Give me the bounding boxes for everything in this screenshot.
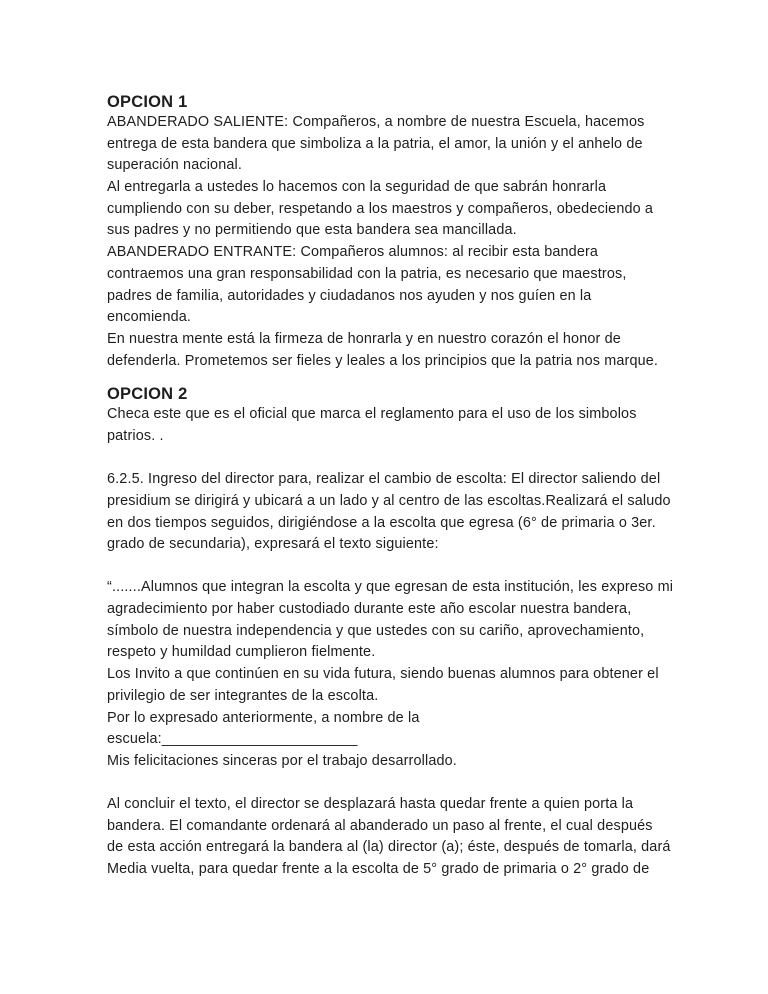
text-line: padres de familia, autoridades y ciudadanos nos ayuden y nos guíen en la	[107, 287, 592, 304]
text-line: defenderla. Prometemos ser fieles y leales a los principios que la patria nos marque.	[107, 352, 659, 369]
text-line: Mis felicitaciones sinceras por el trabajo desarrollado.	[107, 752, 457, 769]
text-line: de esta acción entregará la bandera al (la) director (a); éste, después de tomarla, dará	[107, 839, 671, 856]
option-1-heading: OPCION 1	[107, 93, 188, 111]
option-1-text	[107, 112, 667, 372]
document-body	[107, 92, 674, 881]
text-line: superación nacional.	[107, 157, 243, 174]
text-line: cumpliendo con su deber, respetando a los maestros y compañeros, obedeciendo a	[107, 200, 654, 217]
text-line: símbolo de nuestra independencia y que ustedes con su cariño, aprovechamiento,	[107, 622, 645, 639]
director-speech	[107, 577, 674, 772]
text-line: grado de secundaria), expresará el texto siguiente:	[107, 536, 439, 553]
text-line: agradecimiento por haber custodiado durante este año escolar nuestra bandera,	[107, 601, 632, 618]
school-name-blank: escuela:________________________	[107, 731, 358, 748]
text-line: presidium se dirigirá y ubicará a un lado y al centro de las escoltas.Realizará el saludo	[107, 492, 671, 509]
text-line: encomienda.	[107, 309, 192, 326]
section-spacer	[107, 372, 667, 384]
text-line: privilegio de ser integrantes de la escolta.	[107, 687, 379, 704]
text-line: “.......Alumnos que integran la escolta y que egresan de esta institución, les expreso mi	[107, 579, 674, 596]
regulation-section	[107, 469, 671, 556]
text-line: respeto y humildad cumplieron fielmente.	[107, 644, 376, 661]
option-2-intro	[107, 404, 667, 447]
paragraph-spacer	[107, 773, 667, 795]
closing-paragraph	[107, 794, 671, 881]
text-line: en dos tiempos seguidos, dirigiéndose a la escolta que egresa (6° de primaria o 3er.	[107, 514, 656, 531]
text-line: En nuestra mente está la firmeza de honrarla y en nuestro corazón el honor de	[107, 330, 621, 347]
text-line: contraemos una gran responsabilidad con la patria, es necesario que maestros,	[107, 265, 627, 282]
text-line: Por lo expresado anteriormente, a nombre de la	[107, 709, 420, 726]
text-line: ABANDERADO SALIENTE: Compañeros, a nombre de nuestra Escuela, hacemos	[107, 114, 645, 130]
option-2-heading: OPCION 2	[107, 385, 188, 404]
text-line: Los Invito a que continúen en su vida futura, siendo buenas alumnos para obtener el	[107, 666, 659, 683]
text-line: Media vuelta, para quedar frente a la escolta de 5° grado de primaria o 2° grado de	[107, 861, 650, 878]
text-line: sus padres y no permitiendo que esta bandera sea mancillada.	[107, 222, 517, 239]
text-line: bandera. El comandante ordenará al abanderado un paso al frente, el cual después	[107, 817, 653, 834]
paragraph-spacer	[107, 448, 667, 470]
text-line: patrios. .	[107, 427, 164, 444]
text-line: ABANDERADO ENTRANTE: Compañeros alumnos: al recibir esta bandera	[107, 244, 599, 261]
text-line: Checa este que es el oficial que marca el reglamento para el uso de los simbolos	[107, 406, 637, 423]
text-line: Al entregarla a ustedes lo hacemos con la seguridad de que sabrán honrarla	[107, 179, 607, 196]
text-line: 6.2.5. Ingreso del director para, realizar el cambio de escolta: El director saliendo del	[107, 471, 661, 488]
text-line: entrega de esta bandera que simboliza a la patria, el amor, la unión y el anhelo de	[107, 135, 643, 152]
paragraph-spacer	[107, 556, 667, 578]
text-line: Al concluir el texto, el director se desplazará hasta quedar frente a quien porta la	[107, 796, 634, 813]
